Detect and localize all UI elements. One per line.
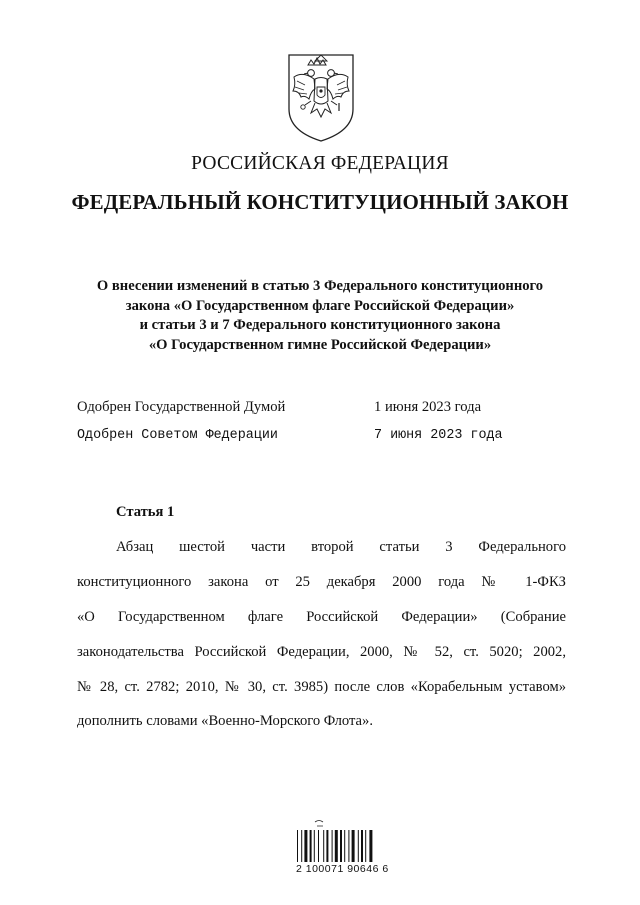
barcode-bar bbox=[352, 830, 355, 862]
law-title-line: и статьи 3 и 7 Федерального конституционного закона bbox=[139, 317, 501, 333]
barcode-bar bbox=[365, 830, 366, 862]
article-heading: Статья 1 bbox=[116, 504, 175, 520]
country-heading: РОССИЙСКАЯ ФЕДЕРАЦИЯ bbox=[191, 153, 449, 174]
law-title-line: «О Государственном гимне Российской Федерации» bbox=[148, 336, 492, 353]
barcode-bar bbox=[361, 830, 363, 862]
barcode-bar bbox=[369, 830, 372, 862]
barcode-bar bbox=[348, 830, 349, 862]
barcode-bar bbox=[340, 830, 342, 862]
paragraph-line: № 28, ст. 2782; 2010, № 30, ст. 3985) после слов «Корабельным уставом» bbox=[77, 678, 566, 695]
barcode-number: 2 100071 90646 6 bbox=[296, 863, 389, 875]
law-type-heading: ФЕДЕРАЛЬНЫЙ КОНСТИТУЦИОННЫЙ ЗАКОН bbox=[71, 190, 569, 214]
barcode-bar bbox=[335, 830, 338, 862]
barcode-bar bbox=[344, 830, 345, 862]
barcode-bar bbox=[304, 830, 307, 862]
barcode-bar bbox=[297, 830, 298, 862]
law-title-line: О внесении изменений в статью 3 Федерального конституционного bbox=[96, 278, 544, 294]
barcode-bar bbox=[326, 830, 328, 862]
law-title-line: закона «О Государственном флаге Российской Федерации» bbox=[125, 297, 515, 314]
paragraph-line: Абзац шестой части второй статьи 3 Федерального bbox=[116, 539, 566, 555]
federation-council-approval-date: 7 июня 2023 года bbox=[374, 428, 503, 443]
law-title bbox=[60, 277, 580, 355]
federation-council-approval-label: Одобрен Советом Федерации bbox=[77, 428, 278, 443]
state-emblem-icon bbox=[281, 51, 361, 143]
paragraph-line: «О Государственном флаге Российской Федерации» (Собрание bbox=[77, 608, 566, 625]
barcode-bar bbox=[318, 830, 319, 862]
paragraph-line: конституционного закона от 25 декабря 2000 года № 1-ФКЗ bbox=[77, 573, 566, 590]
duma-approval-label: Одобрен Государственной Думой bbox=[77, 399, 286, 415]
paragraph-line: законодательства Российской Федерации, 2000, № 52, ст. 5020; 2002, bbox=[77, 643, 566, 660]
barcode-bar bbox=[358, 830, 359, 862]
paragraph-line: дополнить словами «Военно-Морского Флота». bbox=[77, 713, 373, 730]
barcode-bar bbox=[332, 830, 333, 862]
barcode-bar bbox=[301, 830, 302, 862]
barcode-bar bbox=[310, 830, 312, 862]
article-paragraph bbox=[77, 536, 566, 745]
duma-approval-date: 1 июня 2023 года bbox=[374, 399, 482, 415]
barcode-bar bbox=[314, 830, 315, 862]
barcode-bar bbox=[323, 830, 324, 862]
